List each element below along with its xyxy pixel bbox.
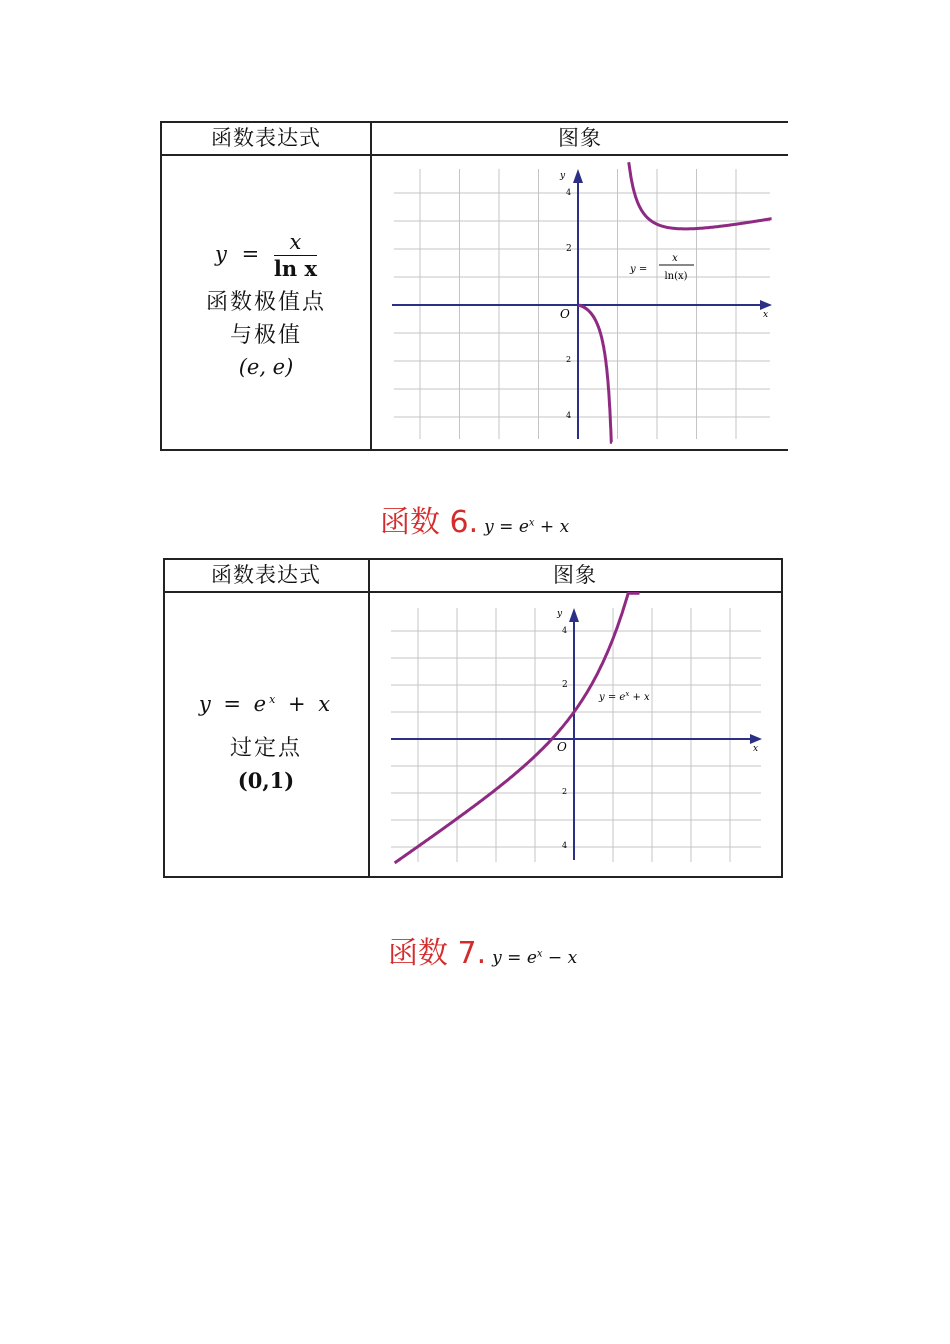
formula-rest: + x <box>278 692 334 716</box>
tick-label-neg2: 2 <box>562 787 568 796</box>
tick-label-4: 4 <box>566 188 572 197</box>
desc-point-0-1: (0,1) <box>237 768 295 793</box>
caption-7-label: 函数 7. <box>388 936 487 971</box>
desc-and-extreme-value: 与极值 <box>229 323 302 348</box>
caption-6-math: $y = e^x + x$ <box>484 517 570 537</box>
curve-ex-plus-x <box>395 593 640 863</box>
formula-denominator: ln x <box>273 256 317 281</box>
caption-7-math: $y = e^x - x$ <box>492 948 578 968</box>
caption-function-6 <box>380 497 569 541</box>
graph-label-y: y = <box>630 264 648 275</box>
header-graph: 图象 <box>553 563 597 587</box>
graph-curve-label <box>629 253 694 282</box>
origin-label: O <box>560 307 570 321</box>
formula-equals: = <box>241 242 260 266</box>
tick-label-neg4: 4 <box>566 411 572 420</box>
header-graph: 图象 <box>558 126 602 150</box>
formula-ex-plus-x <box>164 694 368 715</box>
formula-fraction <box>274 232 317 279</box>
y-axis-arrow <box>569 608 579 622</box>
y-axis-label: y <box>557 609 563 619</box>
table-border-right <box>781 558 783 878</box>
graph-label-num: x <box>672 253 678 264</box>
graph-ex-plus-x <box>369 592 781 876</box>
table-border-left <box>160 121 162 451</box>
table-border-left <box>163 558 165 878</box>
desc-point-e-e: (e, e) <box>238 355 294 379</box>
graph-label-main: y = e <box>599 692 626 703</box>
tick-label-neg2: 2 <box>566 355 572 364</box>
x-axis-arrow <box>750 734 762 744</box>
formula-main: y = e <box>198 692 270 716</box>
table-border-bottom <box>163 876 783 878</box>
origin-label: O <box>557 740 567 754</box>
tick-label-2: 2 <box>562 680 568 690</box>
curve-branch-left <box>579 305 612 442</box>
caption-function-7 <box>388 928 577 972</box>
graph-curve-label <box>598 690 650 703</box>
tick-label-4: 4 <box>562 626 568 635</box>
x-axis-label: x <box>753 744 759 754</box>
x-axis-label: x <box>763 310 769 320</box>
graph-label-den: ln(x) <box>664 271 688 282</box>
header-function-expression: 函数表达式 <box>211 563 321 587</box>
table-border-bottom <box>160 449 788 451</box>
formula-y: y <box>215 242 227 266</box>
y-axis-label: y <box>560 171 566 181</box>
tick-label-neg4: 4 <box>562 841 568 850</box>
formula-x-over-lnx <box>162 232 370 279</box>
header-function-expression: 函数表达式 <box>211 126 321 150</box>
curve-branch-right <box>629 162 772 229</box>
formula-numerator: x <box>274 232 317 256</box>
y-axis-arrow <box>573 169 583 183</box>
desc-fixed-point: 过定点 <box>229 736 302 761</box>
graph-label-exponent: x <box>625 690 630 698</box>
desc-extreme-point: 函数极值点 <box>205 290 326 315</box>
x-axis-arrow <box>760 300 772 310</box>
caption-6-label: 函数 6. <box>380 505 479 540</box>
formula-exponent: x <box>269 693 279 706</box>
graph-label-rest: + x <box>629 692 650 703</box>
graph-x-over-lnx <box>372 155 788 449</box>
tick-label-2: 2 <box>566 244 572 254</box>
